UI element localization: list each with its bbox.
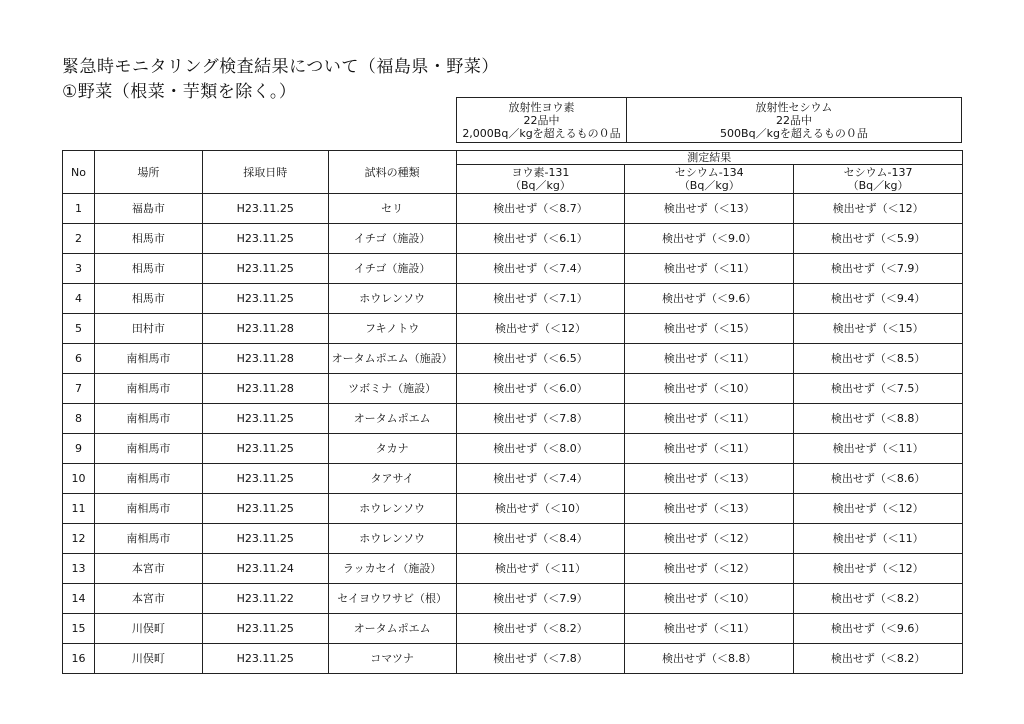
header-place: 場所 — [94, 151, 202, 194]
cell-sample: オータムポエム（施設） — [328, 344, 456, 374]
header-i131 — [456, 165, 625, 194]
cell-cs134: 検出せず（＜13） — [625, 494, 794, 524]
cell-cs134: 検出せず（＜11） — [625, 344, 794, 374]
table-row — [63, 314, 963, 344]
header-results: 測定結果 — [456, 151, 962, 165]
header-cs134-label: セシウム-134 — [674, 166, 744, 179]
cell-cs137: 検出せず（＜8.5） — [794, 344, 963, 374]
table-row — [63, 644, 963, 674]
cell-place: 南相馬市 — [94, 464, 202, 494]
cell-no: 11 — [63, 494, 95, 524]
table-row — [63, 434, 963, 464]
cell-cs137: 検出せず（＜12） — [794, 554, 963, 584]
cell-date: H23.11.28 — [202, 314, 328, 344]
table-row — [63, 524, 963, 554]
cell-place: 南相馬市 — [94, 494, 202, 524]
cell-date: H23.11.25 — [202, 494, 328, 524]
cell-cs134: 検出せず（＜11） — [625, 254, 794, 284]
cell-date: H23.11.25 — [202, 614, 328, 644]
cell-cs134: 検出せず（＜11） — [625, 434, 794, 464]
cell-no: 16 — [63, 644, 95, 674]
document-subtitle: ①野菜（根菜・芋類を除く。） — [62, 82, 297, 102]
cell-sample: セリ — [328, 194, 456, 224]
cell-i131: 検出せず（＜7.4） — [456, 464, 625, 494]
table-row — [63, 494, 963, 524]
cell-no: 3 — [63, 254, 95, 284]
cell-cs134: 検出せず（＜11） — [625, 404, 794, 434]
cell-date: H23.11.25 — [202, 404, 328, 434]
cell-no: 5 — [63, 314, 95, 344]
iodine-summary-cell — [457, 98, 627, 143]
table-row — [63, 194, 963, 224]
cell-place: 南相馬市 — [94, 374, 202, 404]
cell-place: 南相馬市 — [94, 434, 202, 464]
results-table — [62, 150, 963, 674]
cell-cs134: 検出せず（＜13） — [625, 464, 794, 494]
cell-sample: タアサイ — [328, 464, 456, 494]
table-row — [63, 344, 963, 374]
cell-sample: コマツナ — [328, 644, 456, 674]
cell-date: H23.11.25 — [202, 524, 328, 554]
cell-sample: ツボミナ（施設） — [328, 374, 456, 404]
table-row — [63, 554, 963, 584]
cell-no: 12 — [63, 524, 95, 554]
cell-date: H23.11.25 — [202, 254, 328, 284]
cell-cs137: 検出せず（＜8.8） — [794, 404, 963, 434]
cesium-summary-cell — [627, 98, 962, 143]
cell-cs137: 検出せず（＜11） — [794, 434, 963, 464]
header-cs134 — [625, 165, 794, 194]
cell-no: 2 — [63, 224, 95, 254]
cell-place: 本宮市 — [94, 584, 202, 614]
header-date: 採取日時 — [202, 151, 328, 194]
header-i131-unit: （Bq／kg） — [510, 179, 571, 192]
header-cs134-unit: （Bq／kg） — [678, 179, 740, 192]
cell-cs134: 検出せず（＜11） — [625, 614, 794, 644]
cell-sample: イチゴ（施設） — [328, 254, 456, 284]
cell-i131: 検出せず（＜7.8） — [456, 404, 625, 434]
cell-i131: 検出せず（＜8.2） — [456, 614, 625, 644]
table-row — [63, 224, 963, 254]
cell-place: 田村市 — [94, 314, 202, 344]
cell-place: 相馬市 — [94, 224, 202, 254]
cell-cs137: 検出せず（＜9.6） — [794, 614, 963, 644]
cell-i131: 検出せず（＜11） — [456, 554, 625, 584]
table-row — [63, 404, 963, 434]
cell-sample: オータムポエム — [328, 614, 456, 644]
table-row — [63, 254, 963, 284]
cell-cs137: 検出せず（＜11） — [794, 524, 963, 554]
cell-i131: 検出せず（＜7.4） — [456, 254, 625, 284]
cell-date: H23.11.25 — [202, 284, 328, 314]
cell-i131: 検出せず（＜10） — [456, 494, 625, 524]
cell-cs137: 検出せず（＜7.5） — [794, 374, 963, 404]
cell-no: 4 — [63, 284, 95, 314]
cell-cs137: 検出せず（＜12） — [794, 494, 963, 524]
cell-sample: ラッカセイ（施設） — [328, 554, 456, 584]
header-i131-label: ヨウ素-131 — [511, 166, 570, 179]
cell-place: 相馬市 — [94, 284, 202, 314]
cesium-summary-title: 放射性セシウム — [755, 100, 833, 114]
cell-no: 9 — [63, 434, 95, 464]
cell-date: H23.11.25 — [202, 644, 328, 674]
cell-cs134: 検出せず（＜9.6） — [625, 284, 794, 314]
header-cs137-unit: （Bq／kg） — [847, 179, 909, 192]
cell-cs137: 検出せず（＜5.9） — [794, 224, 963, 254]
cell-date: H23.11.24 — [202, 554, 328, 584]
cell-date: H23.11.22 — [202, 584, 328, 614]
cell-no: 14 — [63, 584, 95, 614]
cell-cs134: 検出せず（＜8.8） — [625, 644, 794, 674]
cell-cs134: 検出せず（＜10） — [625, 584, 794, 614]
cell-no: 7 — [63, 374, 95, 404]
cell-place: 南相馬市 — [94, 344, 202, 374]
cell-i131: 検出せず（＜8.4） — [456, 524, 625, 554]
summary-table — [456, 97, 962, 143]
cell-sample: イチゴ（施設） — [328, 224, 456, 254]
cell-date: H23.11.25 — [202, 224, 328, 254]
cell-cs134: 検出せず（＜12） — [625, 524, 794, 554]
cell-i131: 検出せず（＜7.9） — [456, 584, 625, 614]
cell-cs134: 検出せず（＜10） — [625, 374, 794, 404]
header-sample: 試料の種類 — [328, 151, 456, 194]
cell-place: 福島市 — [94, 194, 202, 224]
cell-cs137: 検出せず（＜15） — [794, 314, 963, 344]
header-no: No — [63, 151, 95, 194]
header-cs137-label: セシウム-137 — [843, 166, 913, 179]
cell-place: 本宮市 — [94, 554, 202, 584]
cell-cs137: 検出せず（＜8.2） — [794, 644, 963, 674]
cesium-summary-count: 22品中 — [776, 113, 812, 127]
table-row — [63, 584, 963, 614]
cell-i131: 検出せず（＜7.8） — [456, 644, 625, 674]
cell-sample: オータムポエム — [328, 404, 456, 434]
table-row — [63, 614, 963, 644]
cell-i131: 検出せず（＜8.7） — [456, 194, 625, 224]
cell-sample: フキノトウ — [328, 314, 456, 344]
cell-i131: 検出せず（＜12） — [456, 314, 625, 344]
cell-cs134: 検出せず（＜13） — [625, 194, 794, 224]
cell-no: 10 — [63, 464, 95, 494]
cell-cs134: 検出せず（＜12） — [625, 554, 794, 584]
document-title: 緊急時モニタリング検査結果について（福島県・野菜） — [62, 57, 499, 77]
iodine-summary-title: 放射性ヨウ素 — [508, 100, 575, 114]
cell-date: H23.11.25 — [202, 464, 328, 494]
cell-cs137: 検出せず（＜9.4） — [794, 284, 963, 314]
cell-i131: 検出せず（＜6.0） — [456, 374, 625, 404]
cell-i131: 検出せず（＜7.1） — [456, 284, 625, 314]
iodine-summary-limit: 2,000Bq／kgを超えるもの０品 — [462, 126, 621, 140]
cell-place: 南相馬市 — [94, 524, 202, 554]
cesium-summary-limit: 500Bq／kgを超えるもの０品 — [720, 126, 868, 140]
cell-cs137: 検出せず（＜8.2） — [794, 584, 963, 614]
cell-date: H23.11.25 — [202, 434, 328, 464]
cell-cs137: 検出せず（＜7.9） — [794, 254, 963, 284]
cell-i131: 検出せず（＜6.5） — [456, 344, 625, 374]
cell-cs137: 検出せず（＜12） — [794, 194, 963, 224]
cell-i131: 検出せず（＜6.1） — [456, 224, 625, 254]
cell-no: 15 — [63, 614, 95, 644]
cell-sample: セイヨウワサビ（根） — [328, 584, 456, 614]
cell-place: 相馬市 — [94, 254, 202, 284]
cell-cs137: 検出せず（＜8.6） — [794, 464, 963, 494]
cell-sample: ホウレンソウ — [328, 284, 456, 314]
cell-no: 8 — [63, 404, 95, 434]
table-row — [63, 464, 963, 494]
cell-place: 川俣町 — [94, 644, 202, 674]
header-cs137 — [794, 165, 963, 194]
table-row — [63, 374, 963, 404]
cell-cs134: 検出せず（＜9.0） — [625, 224, 794, 254]
cell-i131: 検出せず（＜8.0） — [456, 434, 625, 464]
cell-date: H23.11.28 — [202, 344, 328, 374]
cell-place: 川俣町 — [94, 614, 202, 644]
cell-no: 13 — [63, 554, 95, 584]
cell-date: H23.11.25 — [202, 194, 328, 224]
cell-no: 6 — [63, 344, 95, 374]
cell-cs134: 検出せず（＜15） — [625, 314, 794, 344]
cell-sample: タカナ — [328, 434, 456, 464]
cell-sample: ホウレンソウ — [328, 494, 456, 524]
cell-date: H23.11.28 — [202, 374, 328, 404]
cell-no: 1 — [63, 194, 95, 224]
cell-sample: ホウレンソウ — [328, 524, 456, 554]
iodine-summary-count: 22品中 — [523, 113, 560, 127]
table-row — [63, 284, 963, 314]
cell-place: 南相馬市 — [94, 404, 202, 434]
